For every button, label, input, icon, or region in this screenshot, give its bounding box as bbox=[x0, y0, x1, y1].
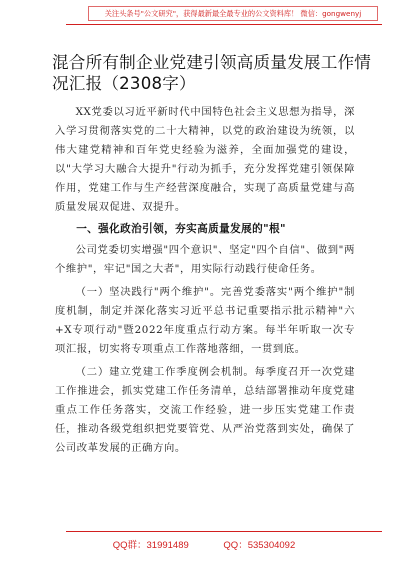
section-heading-1: 一、强化政治引领，夯实高质量发展的"根" bbox=[76, 223, 286, 236]
header-divider bbox=[66, 24, 382, 25]
header-banner: 关注头条号"公文研究"，获得最新最全最专业的公文资料库！ 微信：gongwenyj bbox=[88, 6, 378, 21]
paragraph-item-2: （二）建立党建工作季度例会机制。每季度召开一次党建工作推进会，抓实党建工作任务清单，总结部署推动年度党建重点工作任务落实，交流工作经验，进一步压实党建工作责任，推动各级党组织把党要管党、从严治党落到实处，确保了公司改革发展的正确方向。 bbox=[55, 365, 355, 454]
paragraph-section-intro: 公司党委切实增强"四个意识"、坚定"四个自信"、做到"两个维护"，牢记"国之大者"，用实际行动践行使命任务。 bbox=[55, 244, 355, 276]
paragraph-intro: XX党委以习近平新时代中国特色社会主义思想为指导，深入学习贯彻落实党的二十大精神，以党的政治建设为统领，以伟大建党精神和百年党史经验为滋养，全面加强党的建设，以"大学习大融合大提升"行动为抓手，充分发挥党建引领保障作用，党建工作与生产经营深度融合，实现了高质量党建与高质量发展双促进、双提升。 bbox=[55, 106, 355, 213]
footer-qq-group: QQ群：31991489 bbox=[112, 540, 189, 551]
footer-qq: QQ：535304092 bbox=[223, 540, 296, 551]
document-body bbox=[55, 103, 355, 457]
footer-divider bbox=[66, 531, 382, 532]
footer-contact bbox=[0, 537, 408, 551]
document-title: 混合所有制企业党建引领高质量发展工作情况汇报（2308字） bbox=[52, 53, 372, 93]
paragraph-item-1: （一）坚决践行"两个维护"。完善党委落实"两个维护"制度机制，制定并深化落实习近平总书记重要指示批示精神"六+X专项行动"暨2022年度重点行动方案。每半年听取一次专项汇报，切实将专项重点工作落地落细，一贯到底。 bbox=[55, 286, 355, 355]
